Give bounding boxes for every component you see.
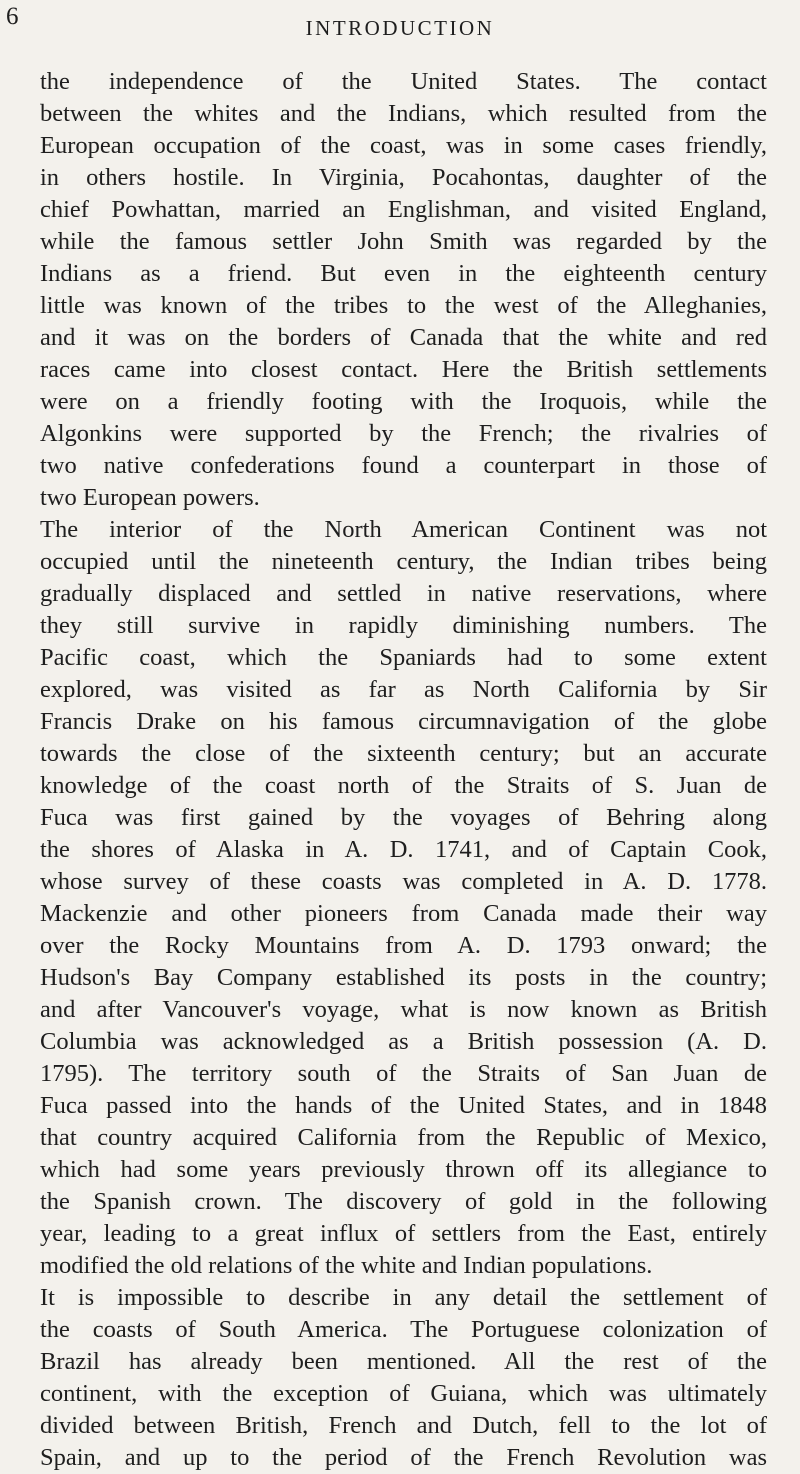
- text-line: they still survive in rapidly diminishing numbers. The: [40, 612, 767, 639]
- text-line: the Spanish crown. The discovery of gold in the following: [40, 1188, 767, 1215]
- text-line: in others hostile. In Virginia, Pocahontas, daughter of the: [40, 164, 767, 191]
- text-line: the coasts of South America. The Portuguese colonization of: [40, 1316, 767, 1343]
- text-line: European occupation of the coast, was in some cases friendly,: [40, 132, 767, 159]
- text-line: modified the old relations of the white and Indian populations.: [40, 1252, 653, 1279]
- text-line: races came into closest contact. Here the British settlements: [40, 356, 767, 383]
- text-line: Brazil has already been mentioned. All the rest of the: [40, 1348, 767, 1375]
- text-line: which had some years previously thrown off its allegiance to: [40, 1156, 767, 1183]
- page-header: [0, 0, 800, 60]
- text-line: explored, was visited as far as North California by Sir: [40, 676, 767, 703]
- text-line: while the famous settler John Smith was regarded by the: [40, 228, 767, 255]
- text-line: Indians as a friend. But even in the eighteenth century: [40, 260, 767, 287]
- text-line: over the Rocky Mountains from A. D. 1793 onward; the: [40, 932, 767, 959]
- text-line: occupied until the nineteenth century, the Indian tribes being: [40, 548, 767, 575]
- text-line: little was known of the tribes to the west of the Alleghanies,: [40, 292, 767, 319]
- running-head: INTRODUCTION: [305, 16, 495, 40]
- text-line: Columbia was acknowledged as a British possession (A. D.: [40, 1028, 767, 1055]
- text-line: between the whites and the Indians, which resulted from the: [40, 100, 767, 127]
- text-line: divided between British, French and Dutch, fell to the lot of: [40, 1412, 767, 1439]
- text-line: year, leading to a great influx of settlers from the East, entirely: [40, 1220, 767, 1247]
- text-line: were on a friendly footing with the Iroquois, while the: [40, 388, 767, 415]
- text-line: It is impossible to describe in any detail the settlement of: [40, 1284, 767, 1311]
- text-line: gradually displaced and settled in native reservations, where: [40, 580, 767, 607]
- text-line: chief Powhattan, married an Englishman, and visited England,: [40, 196, 767, 223]
- text-line: Fuca passed into the hands of the United States, and in 1848: [40, 1092, 767, 1119]
- text-line: 1795). The territory south of the Straits of San Juan de: [40, 1060, 767, 1087]
- text-line: two European powers.: [40, 484, 260, 511]
- text-line: that country acquired California from the Republic of Mexico,: [40, 1124, 767, 1151]
- text-line: knowledge of the coast north of the Straits of S. Juan de: [40, 772, 767, 799]
- text-line: towards the close of the sixteenth century; but an accurate: [40, 740, 767, 767]
- text-line: continent, with the exception of Guiana, which was ultimately: [40, 1380, 767, 1407]
- text-line: Mackenzie and other pioneers from Canada made their way: [40, 900, 767, 927]
- text-line: whose survey of these coasts was completed in A. D. 1778.: [40, 868, 767, 895]
- page-number: 6: [6, 3, 19, 30]
- text-line: two native confederations found a counterpart in those of: [40, 452, 767, 479]
- text-line: the independence of the United States. The contact: [40, 68, 767, 95]
- text-line: Spain, and up to the period of the French Revolution was: [40, 1444, 767, 1471]
- text-line: the shores of Alaska in A. D. 1741, and of Captain Cook,: [40, 836, 767, 863]
- text-line: Pacific coast, which the Spaniards had to some extent: [40, 644, 767, 671]
- text-line: Fuca was first gained by the voyages of Behring along: [40, 804, 767, 831]
- text-line: Francis Drake on his famous circumnavigation of the globe: [40, 708, 767, 735]
- text-line: Algonkins were supported by the French; the rivalries of: [40, 420, 767, 447]
- body-text: [40, 66, 767, 1474]
- text-line: and it was on the borders of Canada that the white and red: [40, 324, 767, 351]
- text-line: and after Vancouver's voyage, what is now known as British: [40, 996, 767, 1023]
- text-line: Hudson's Bay Company established its posts in the country;: [40, 964, 767, 991]
- text-line: The interior of the North American Continent was not: [40, 516, 767, 543]
